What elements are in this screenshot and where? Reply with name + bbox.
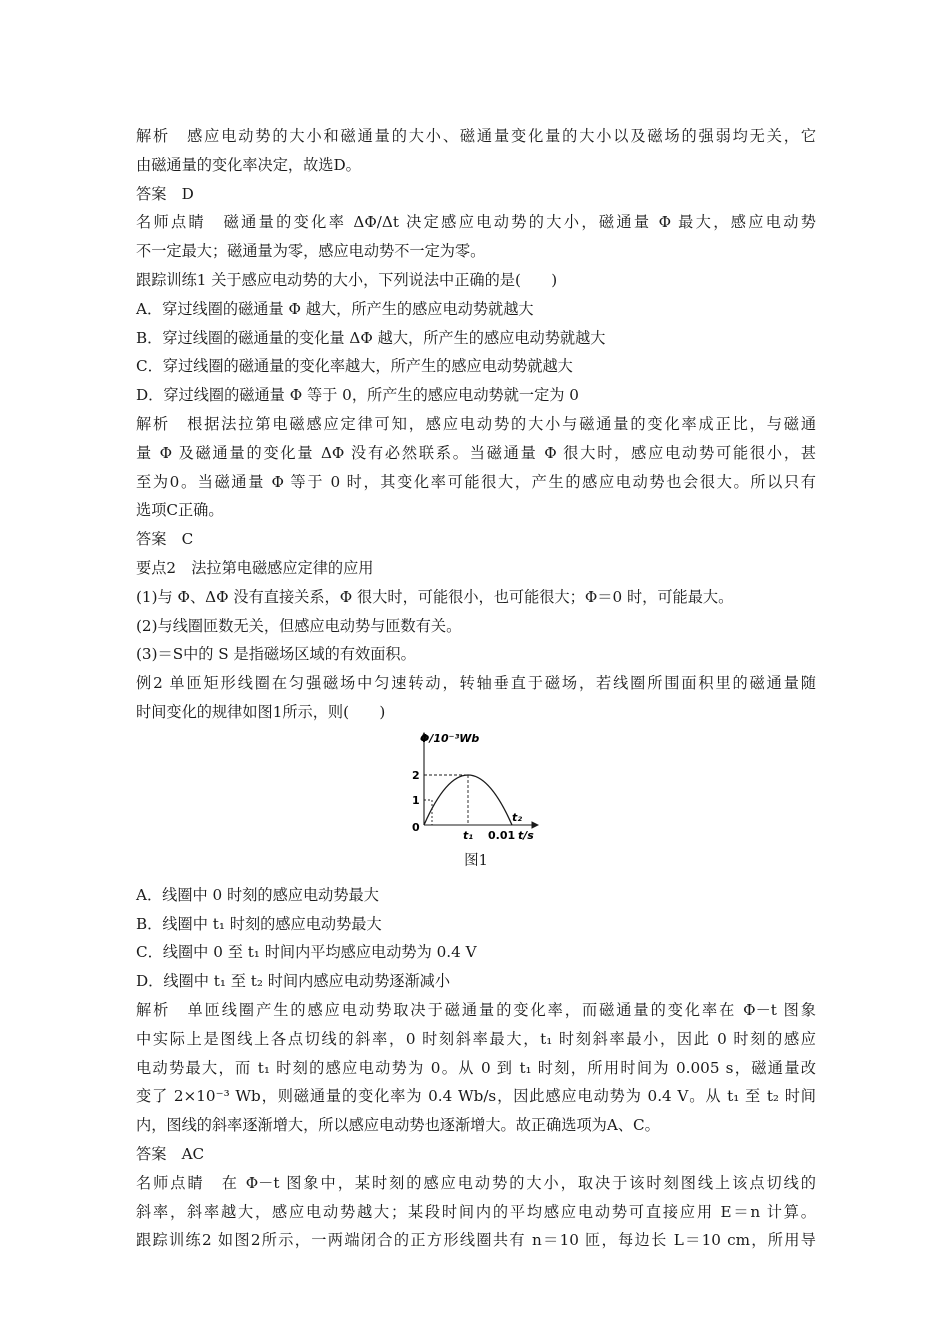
y-tick-1: 1: [412, 793, 420, 807]
text-line: 内，图线的斜率逐渐增大，所以感应电动势也逐渐增大。故正确选项为A、C。: [136, 1116, 660, 1135]
figure-caption: 图1: [464, 852, 488, 869]
text-line: 电动势最大，而 t₁ 时刻的感应电动势为 0。从 0 到 t₁ 时刻，所用时间为 0.005 s，磁通量改: [136, 1058, 816, 1077]
text-line: 中实际上是图线上各点切线的斜率，0 时刻斜率最大，t₁ 时刻斜率最小，因此 0 时刻的感应: [136, 1029, 816, 1048]
text-line: (3)＝S中的 S 是指磁场区域的有效面积。: [136, 645, 416, 664]
text-line: 解析 单匝线圈产生的感应电动势取决于磁通量的变化率，而磁通量的变化率在 Φ－t 图象: [136, 1000, 816, 1019]
text-line: C．线圈中 0 至 t₁ 时间内平均感应电动势为 0.4 V: [136, 943, 477, 962]
text-line: A．穿过线圈的磁通量 Φ 越大，所产生的感应电动势就越大: [136, 299, 534, 318]
text-line: 变了 2×10⁻³ Wb，则磁通量的变化率为 0.4 Wb/s，因此感应电动势为 0.4 V。从 t₁ 至 t₂ 时间: [136, 1087, 816, 1106]
x-label-t2: t₂: [512, 810, 523, 824]
x-label-t1: t₁: [463, 828, 474, 842]
y-axis-label: Φ/10⁻³Wb: [420, 731, 480, 745]
text-line: 答案 C: [136, 530, 194, 549]
text-line: 至为0。当磁通量 Φ 等于 0 时，其变化率可能很大，产生的感应电动势也会很大。所以只有: [136, 472, 816, 491]
text-line: 解析 感应电动势的大小和磁通量的大小、磁通量变化量的大小以及磁场的强弱均无关，它: [136, 127, 816, 145]
x-axis-label: t/s: [518, 828, 534, 842]
text-block-before-figure: [136, 122, 816, 727]
text-line: 不一定最大；磁通量为零，感应电动势不一定为零。: [136, 242, 486, 261]
text-line: B．线圈中 t₁ 时刻的感应电动势最大: [136, 914, 382, 933]
text-line: D．线圈中 t₁ 至 t₂ 时间内感应电动势逐渐减小: [136, 972, 451, 991]
text-line: 名师点睛 磁通量的变化率 ΔΦ/Δt 决定感应电动势的大小，磁通量 Φ 最大，感应电动势: [136, 213, 816, 232]
document-page: [136, 122, 816, 1255]
text-line: (1)与 Φ、ΔΦ 没有直接关系，Φ 很大时，可能很小，也可能很大；Φ＝0 时，可能最大。: [136, 587, 734, 606]
text-line: 答案 D: [136, 184, 194, 203]
text-line: 解析 根据法拉第电磁感应定律可知，感应电动势的大小与磁通量的变化率成正比，与磁通: [136, 414, 816, 433]
text-line: 跟踪训练1 关于感应电动势的大小，下列说法中正确的是( ): [136, 270, 558, 289]
text-line: 答案 AC: [136, 1144, 205, 1163]
origin-label: 0: [412, 820, 420, 834]
figure-1: [136, 727, 816, 877]
text-line: 要点2 法拉第电磁感应定律的应用: [136, 558, 374, 577]
text-line: A．线圈中 0 时刻的感应电动势最大: [136, 885, 379, 904]
y-tick-2: 2: [412, 768, 420, 782]
text-line: 名师点睛 在 Φ－t 图象中，某时刻的感应电动势的大小，取决于该时刻图线上该点切线的: [136, 1173, 816, 1192]
text-line: D．穿过线圈的磁通量 Φ 等于 0，所产生的感应电动势就一定为 0: [136, 386, 579, 405]
text-line: 跟踪训练2 如图2所示，一两端闭合的正方形线圈共有 n＝10 匝，每边长 L＝10 cm，所用导: [136, 1231, 816, 1250]
text-line: B．穿过线圈的磁通量的变化量 ΔΦ 越大，所产生的感应电动势就越大: [136, 328, 606, 347]
text-line: (2)与线圈匝数无关，但感应电动势与匝数有关。: [136, 616, 462, 635]
flux-time-graph: [408, 727, 544, 849]
text-line: C．穿过线圈的磁通量的变化率越大，所产生的感应电动势就越大: [136, 357, 573, 376]
text-line: 斜率，斜率越大，感应电动势越大；某段时间内的平均感应电动势可直接应用 E＝n 计算。: [136, 1202, 816, 1221]
text-line: 例2 单匝矩形线圈在匀强磁场中匀速转动，转轴垂直于磁场，若线圈所围面积里的磁通量随: [136, 674, 816, 693]
text-line: 由磁通量的变化率决定，故选D。: [136, 155, 361, 174]
x-label-001: 0.01: [488, 828, 516, 842]
text-block-after-figure: [136, 881, 816, 1255]
text-line: 选项C正确。: [136, 501, 224, 520]
text-line: 时间变化的规律如图1所示，则( ): [136, 702, 386, 721]
text-line: 量 Φ 及磁通量的变化量 ΔΦ 没有必然联系。当磁通量 Φ 很大时，感应电动势可能很小，甚: [136, 443, 816, 462]
